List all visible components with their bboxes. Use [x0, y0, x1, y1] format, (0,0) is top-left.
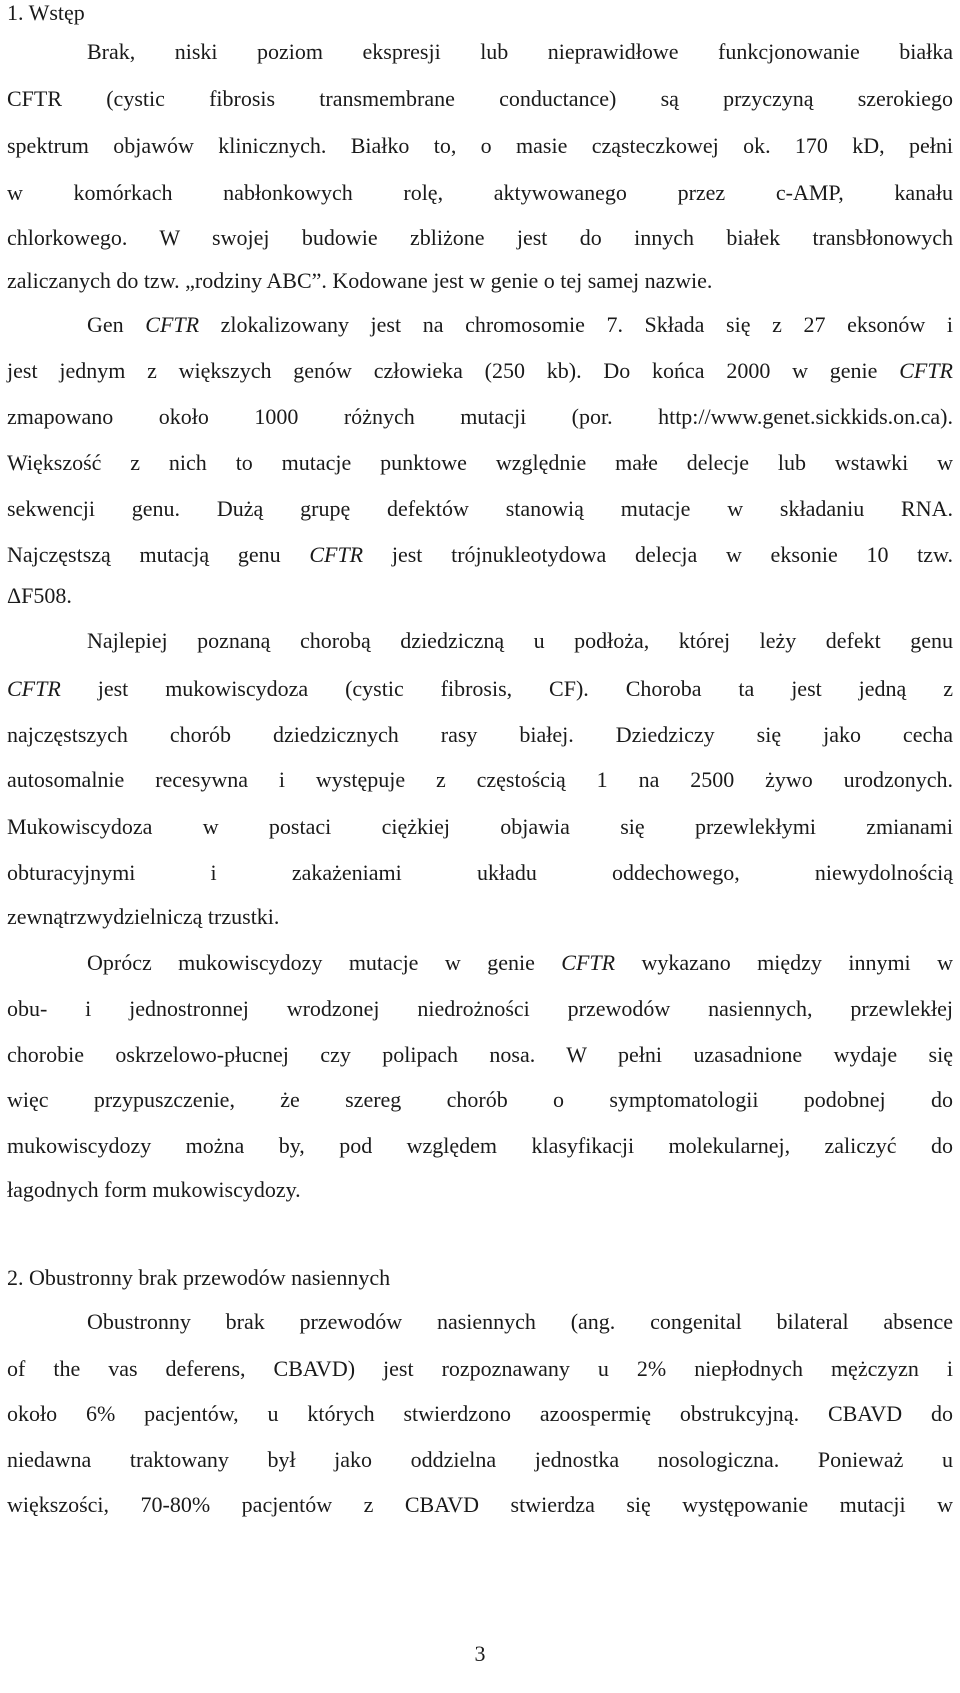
gene-symbol: CFTR: [7, 676, 61, 701]
paragraph-line: zmapowano około 1000 różnych mutacji (por. http://www.genet.sickkids.on.ca).: [7, 404, 953, 429]
page-number: 3: [474, 1641, 486, 1666]
paragraph-line: Najczęstszą mutacją genu CFTR jest trójnukleotydowa delecja w eksonie 10 tzw.: [7, 542, 953, 567]
paragraph-line: Gen CFTR zlokalizowany jest na chromosomie 7. Składa się z 27 eksonów i: [87, 312, 953, 337]
paragraph-line: najczęstszych chorób dziedzicznych rasy białej. Dziedziczy się jako cecha: [7, 722, 953, 747]
paragraph-line: Większość z nich to mutacje punktowe względnie małe delecje lub wstawki w: [7, 450, 953, 475]
paragraph-line: zaliczanych do tzw. „rodziny ABC”. Kodowane jest w genie o tej samej nazwie.: [7, 268, 713, 293]
paragraph-line: spektrum objawów klinicznych. Białko to, o masie cząsteczkowej ok. 170 kD, pełni: [7, 133, 953, 158]
paragraph-line: of the vas deferens, CBAVD) jest rozpoznawany u 2% niepłodnych mężczyzn i: [7, 1356, 953, 1381]
gene-symbol: CFTR: [899, 358, 953, 383]
paragraph-line: Oprócz mukowiscydozy mutacje w genie CFTR wykazano między innymi w: [87, 950, 953, 975]
paragraph-line: Mukowiscydoza w postaci ciężkiej objawia się przewlekłymi zmianami: [7, 814, 953, 839]
paragraph-line: jest jednym z większych genów człowieka (250 kb). Do końca 2000 w genie CFTR: [7, 358, 953, 383]
section-1-heading: 1. Wstęp: [7, 0, 85, 25]
paragraph-line: łagodnych form mukowiscydozy.: [7, 1177, 301, 1202]
paragraph-line: więc przypuszczenie, że szereg chorób o symptomatologii podobnej do: [7, 1087, 953, 1112]
paragraph-line: autosomalnie recesywna i występuje z częstością 1 na 2500 żywo urodzonych.: [7, 767, 953, 792]
paragraph-line: mukowiscydozy można by, pod względem klasyfikacji molekularnej, zaliczyć do: [7, 1133, 953, 1158]
paragraph-line: CFTR jest mukowiscydoza (cystic fibrosis, CF). Choroba ta jest jedną z: [7, 676, 953, 701]
paragraph-line: obu- i jednostronnej wrodzonej niedrożności przewodów nasiennych, przewlekłej: [7, 996, 953, 1021]
paragraph-line: większości, 70-80% pacjentów z CBAVD stwierdza się występowanie mutacji w: [7, 1492, 953, 1517]
gene-symbol: CFTR: [145, 312, 200, 337]
paragraph-line: Obustronny brak przewodów nasiennych (ang. congenital bilateral absence: [87, 1309, 953, 1334]
paragraph-line: chlorkowego. W swojej budowie zbliżone jest do innych białek transbłonowych: [7, 225, 953, 250]
paragraph-line: Najlepiej poznaną chorobą dziedziczną u podłoża, której leży defekt genu: [87, 628, 953, 653]
paragraph-line: w komórkach nabłonkowych rolę, aktywowanego przez c-AMP, kanału: [7, 180, 953, 205]
paragraph-line: niedawna traktowany był jako oddzielna jednostka nosologiczna. Ponieważ u: [7, 1447, 953, 1472]
gene-symbol: CFTR: [561, 950, 616, 975]
paragraph-line: sekwencji genu. Dużą grupę defektów stanowią mutacje w składaniu RNA.: [7, 496, 953, 521]
paragraph-line: ΔF508.: [7, 583, 72, 608]
section-2-heading: 2. Obustronny brak przewodów nasiennych: [7, 1265, 391, 1290]
paragraph-line: CFTR (cystic fibrosis transmembrane conductance) są przyczyną szerokiego: [7, 86, 953, 111]
paragraph-line: chorobie oskrzelowo-płucnej czy polipach nosa. W pełni uzasadnione wydaje się: [7, 1042, 953, 1067]
paragraph-line: obturacyjnymi i zakażeniami układu oddechowego, niewydolnością: [7, 860, 953, 885]
paragraph-line: zewnątrzwydzielniczą trzustki.: [7, 904, 280, 929]
gene-symbol: CFTR: [309, 542, 364, 567]
paragraph-line: Brak, niski poziom ekspresji lub nieprawidłowe funkcjonowanie białka: [87, 39, 953, 64]
paragraph-line: około 6% pacjentów, u których stwierdzono azoospermię obstrukcyjną. CBAVD do: [7, 1401, 953, 1426]
